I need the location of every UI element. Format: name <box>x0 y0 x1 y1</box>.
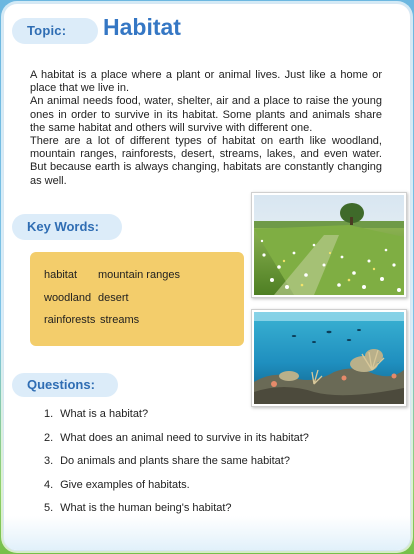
coral-reef-image <box>254 312 404 404</box>
topic-label-pill <box>12 18 98 44</box>
topic-label: Topic: <box>27 23 67 38</box>
question-text: Do animals and plants share the same habitat? <box>60 455 290 467</box>
questions-label-pill <box>12 373 118 397</box>
question-text: What is the human being's habitat? <box>60 502 232 514</box>
question-text: What does an animal need to survive in its habitat? <box>60 431 309 444</box>
question-number: 3. <box>44 455 54 467</box>
key-word: habitat <box>44 269 78 281</box>
worksheet-page <box>3 3 411 551</box>
key-words-label-pill <box>12 214 122 240</box>
questions-list <box>44 408 309 526</box>
question-number: 2. <box>44 431 54 444</box>
key-word: mountain ranges <box>98 269 180 281</box>
key-word: woodland <box>44 292 92 304</box>
key-word: rainforests <box>44 314 96 326</box>
key-words-label: Key Words: <box>27 219 99 234</box>
question-item <box>44 408 309 432</box>
intro-paragraph: A habitat is a place where a plant or animal lives. Just like a home or place that we live in. <box>30 69 382 95</box>
question-number: 1. <box>44 408 54 420</box>
question-item <box>44 479 309 503</box>
intro-paragraph: There are a lot of different types of habitat on earth like woodland, mountain ranges, rainforests, desert, streams, lakes, and even water. But because earth is always changing, habitats are constantly changing as well. <box>30 135 382 187</box>
key-word: desert <box>98 292 129 304</box>
key-word: streams <box>100 314 140 326</box>
meadow-image <box>254 195 404 295</box>
questions-label: Questions: <box>27 377 95 392</box>
question-number: 5. <box>44 502 54 514</box>
meadow-photo <box>251 192 407 298</box>
question-number: 4. <box>44 478 54 491</box>
question-item <box>44 455 309 479</box>
intro-paragraph: An animal needs food, water, shelter, air and a place to raise the young ones in order to survive in its habitat. Some plants and animals share the same habitat and others will survive with different one. <box>30 95 382 134</box>
question-item <box>44 502 309 526</box>
key-words-box <box>30 252 244 346</box>
question-item <box>44 432 309 456</box>
question-text: Give examples of habitats. <box>60 478 190 491</box>
page-title: Habitat <box>103 14 181 40</box>
question-text: What is a habitat? <box>60 408 149 420</box>
coral-reef-photo <box>251 309 407 407</box>
intro-text <box>30 69 382 188</box>
